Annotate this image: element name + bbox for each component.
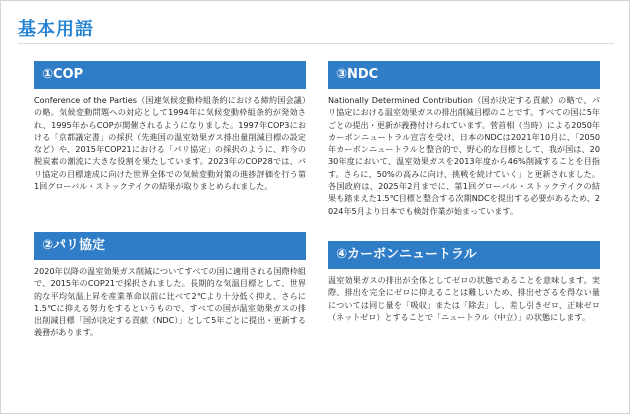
page-title: 基本用語: [18, 19, 94, 40]
section-cop: [34, 61, 306, 192]
section-ndc: [328, 61, 600, 217]
section-heading: ④カーボンニュートラル: [328, 241, 600, 269]
section-carbon-neutral: [328, 241, 600, 323]
section-body: Conference of the Parties（国連気候変動枠組条約における締約国会議）の略。気候変動問題への対応として1994年に気候変動枠組条約が発効され、1995年からCOPが開催されるようになりました。1997年COP3における「京都議定書」の採択（先進国の温室効果ガス排出量削減目標の設定など）や、2015年COP21における「パリ協定」の採択のように、昨今の脱炭素の潮流に大きな役割を果たしています。2023年のCOP28では、パリ協定の目標達成に向けた世界全体での気候変動対策の進捗評価を行う第1回グローバル・ストックテイクの結果が取りまとめられました。: [34, 95, 306, 192]
section-body: Nationally Determined Contribution（国が決定する貢献）の略で、パリ協定における温室効果ガスの排出削減目標のことです。すべての国に5年ごとの提出・更新が義務付けられています。菅首相（当時）による2050年カーボンニュートラル宣言を受け、日本のNDCは2021年10月に、「2050年カーボンニュートラルと整合的で、野心的な目標として、我が国は、2030年度において、温室効果ガスを2013年度から46%削減することを目指す。さらに、50%の高みに向け、挑戦を続けていく」と更新されました。各国政府は、2025年2月までに、第1回グローバル・ストックテイクの結果も踏まえた1.5℃目標と整合する次期NDCを提出する必要があるため、2024年5月より日本でも検討作業が始まっています。: [328, 95, 600, 216]
section-heading: ②パリ協定: [34, 232, 306, 260]
section-body: 2020年以降の温室効果ガス削減についてすべての国に適用される国際枠組で、2015年のCOP21で採択されました。長期的な気温目標として、世界的な平均気温上昇を産業革命以前に比べて2℃より十分低く抑え、さらに1.5℃に抑える努力をするというもので、すべての国が温室効果ガスの排出削減目標「国が決定する貢献（NDC）」として5年ごとに提出・更新する義務があります。: [34, 266, 306, 338]
section-paris-agreement: [34, 232, 306, 339]
section-heading: ①COP: [34, 61, 306, 89]
section-body: 温室効果ガスの排出が全体としてゼロの状態であることを意味します。実際、排出を完全にゼロに抑えることは難しいため、排出せざるを得ない量については同じ量を「吸収」または「除去」し、差し引きゼロ、正味ゼロ（ネットゼロ）とすることで「ニュートラル（中立）」の状態にします。: [328, 275, 600, 322]
section-heading: ③NDC: [328, 61, 600, 89]
title-divider: [18, 43, 614, 44]
